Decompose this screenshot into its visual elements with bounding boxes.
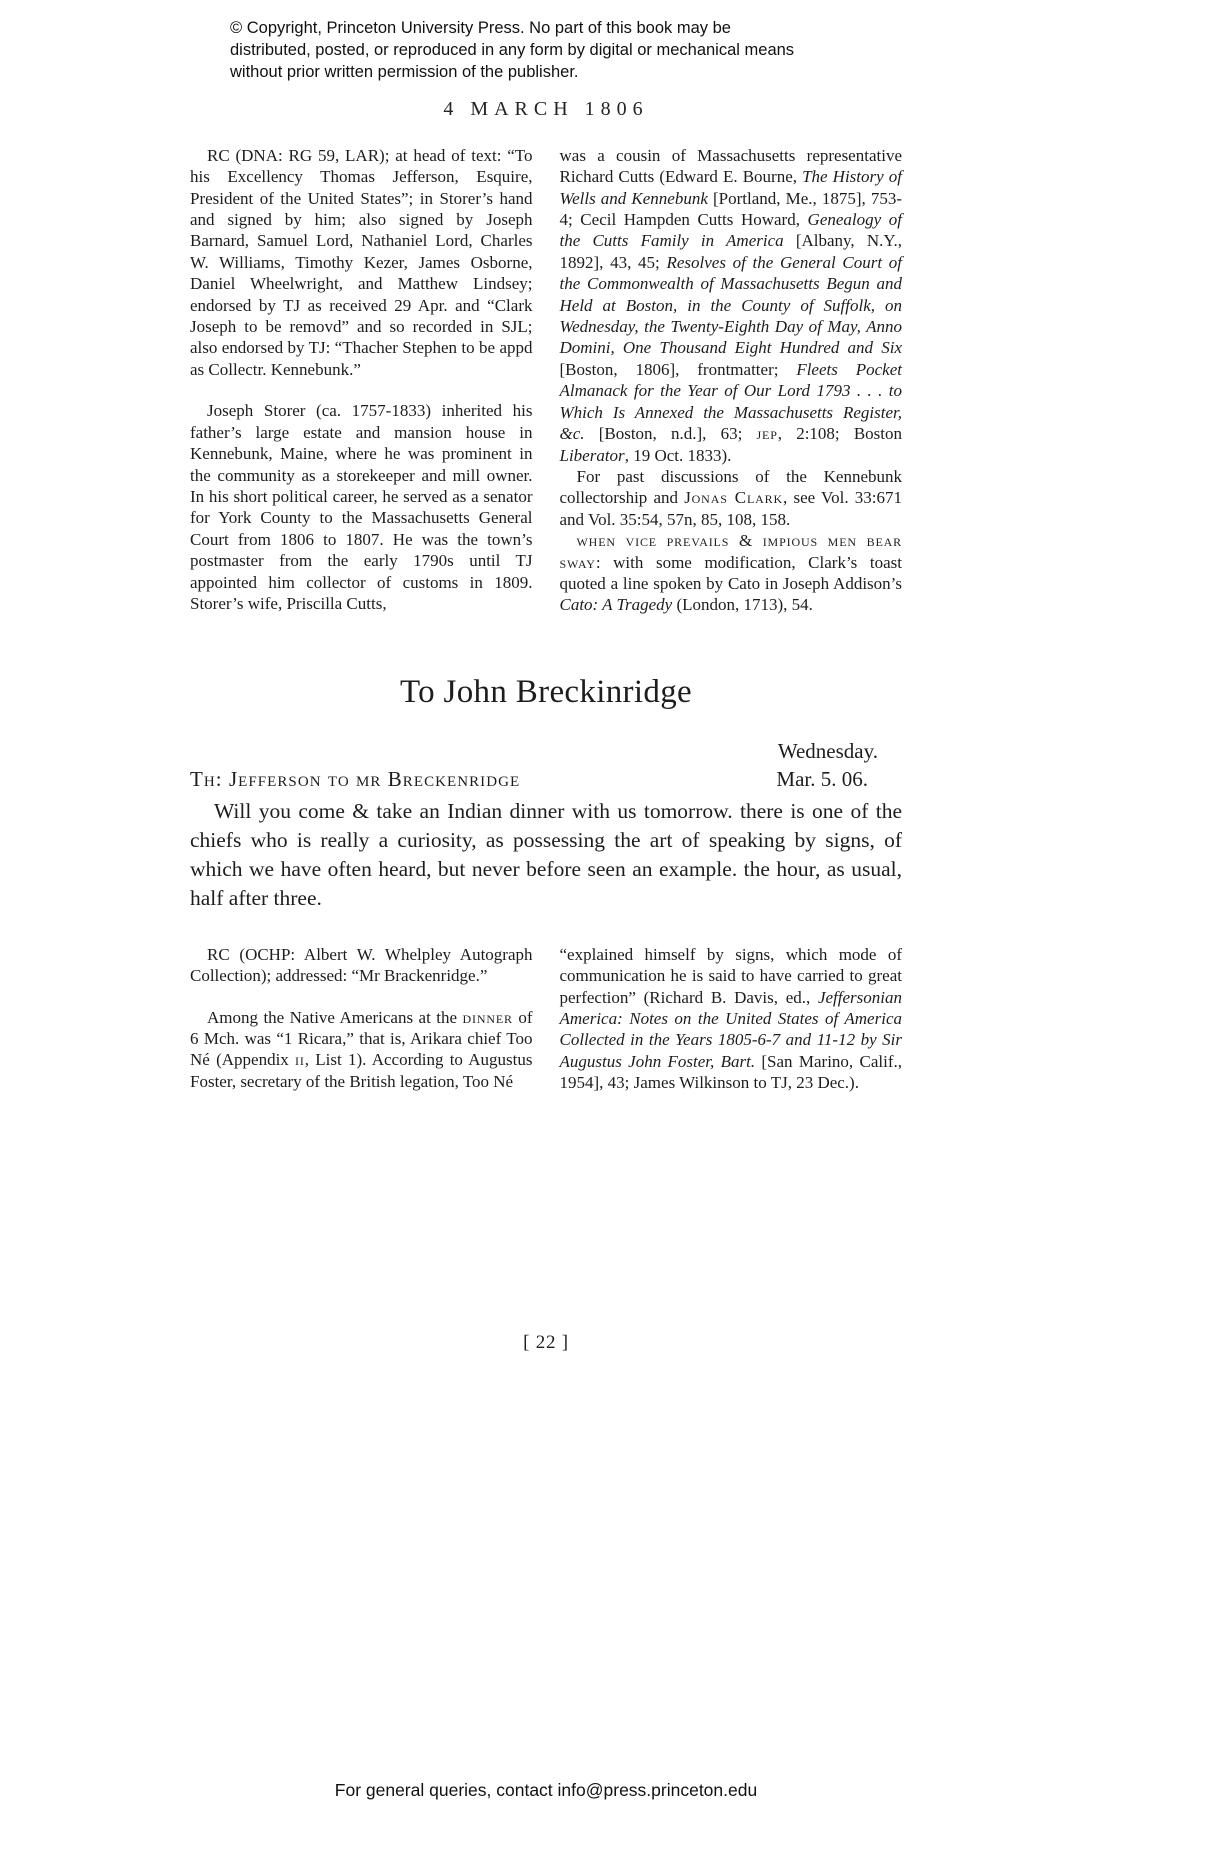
editorial-note-storer	[190, 145, 902, 616]
note1-left-column	[190, 145, 533, 616]
letter-date: Mar. 5. 06.	[776, 766, 868, 791]
note1-right-column	[560, 145, 903, 616]
note-paragraph-dinner: Among the Native Americans at the dinner of 6 Mch. was “1 Ricara,” that is, Arikara chief Too Né (Appendix ii, List 1). According to Augustus Foster, secretary of the British legation, Too Né	[190, 1007, 533, 1091]
page-number: [ 22 ]	[523, 1332, 569, 1353]
note-paragraph-provenance: RC (DNA: RG 59, LAR); at head of text: “To his Excellency Thomas Jefferson, Esquire, President of the United States”; in Storer’s hand and signed by him; also signed by Joseph Barnard, Samuel Lord, Nathaniel Lord, Charles W. Williams, Timothy Kezer, James Osborne, Daniel Wheelwright, and Matthew Lindsey; endorsed by TJ as received 29 Apr. and “Clark Joseph to be removd” and so recorded in SJL; also endorsed by TJ: “Thacher Stephen to be appd as Collectr. Kennebunk.”	[190, 145, 533, 379]
letter-salutation: Th: Jefferson to mr Breckenridge	[190, 766, 521, 791]
letter-body: Will you come & take an Indian dinner with us tomorrow. there is one of the chiefs who is really a curiosity, as possessing the art of speaking by signs, of which we have often heard, but never before seen an example. the hour, as usual, half after three.	[190, 798, 902, 911]
note-paragraph-cross-reference: For past discussions of the Kennebunk collectorship and Jonas Clark, see Vol. 33:671 and Vol. 35:54, 57n, 85, 108, 158.	[559, 466, 902, 529]
letter-title: To John Breckinridge	[399, 673, 693, 710]
note-paragraph-citations: was a cousin of Massachusetts representative Richard Cutts (Edward E. Bourne, The History of Wells and Kennebunk [Portland, Me., 1875], 753-4; Cecil Hampden Cutts Howard, Genealogy of the Cutts Family in America [Albany, N.Y., 1892], 43, 45; Resolves of the General Court of the Commonwealth of Massachusetts Begun and Held at Boston, in the County of Suffolk, on Wednesday, the Twenty-Eighth Day of May, Anno Domini, One Thousand Eight Hundred and Six [Boston, 1806], frontmatter; Fleets Pocket Almanack for the Year of Our Lord 1793 . . . to Which Is Annexed the Massachusetts Register, &c. [Boston, n.d.], 63; jep, 2:108; Boston Liberator, 19 Oct. 1833).	[559, 145, 902, 465]
running-head-date: 4 MARCH 1806	[443, 97, 649, 120]
copyright-notice: © Copyright, Princeton University Press. No part of this book may be distributed, posted, or reproduced in any form by digital or mechanical means without prior written permission of the publisher.	[230, 19, 795, 81]
footer-contact-line: For general queries, contact info@press.princeton.edu	[334, 1780, 758, 1800]
page-content	[190, 0, 902, 1094]
letter-salutation-row	[190, 767, 902, 792]
letter-dateline-day: Wednesday.	[777, 738, 878, 763]
note-paragraph-quotation: when vice prevails & impious men bear sway: with some modification, Clark’s toast quoted a line spoken by Cato in Joseph Addison’s Cato: A Tragedy (London, 1713), 54.	[559, 531, 902, 615]
editorial-note-breckinridge	[190, 944, 902, 1094]
note2-left-column	[190, 944, 533, 1094]
note-paragraph-biography: Joseph Storer (ca. 1757-1833) inherited his father’s large estate and mansion house in Kennebunk, Maine, where he was prominent in the community as a storekeeper and mill owner. In his short political career, he served as a senator for York County to the Massachusetts General Court from 1806 to 1807. He was the town’s postmaster from the early 1790s until TJ appointed him collector of customs in 1809. Storer’s wife, Priscilla Cutts,	[190, 401, 533, 613]
note-paragraph-foster-quote: “explained himself by signs, which mode of communication he is said to have carried to great perfection” (Richard B. Davis, ed., Jeffersonian America: Notes on the United States of America Collected in the Years 1805-6-7 and 11-12 by Sir Augustus John Foster, Bart. [San Marino, Calif., 1954], 43; James Wilkinson to TJ, 23 Dec.).	[559, 944, 902, 1093]
note2-right-column	[560, 944, 903, 1094]
note-paragraph-provenance: RC (OCHP: Albert W. Whelpley Autograph Collection); addressed: “Mr Brackenridge.”	[190, 944, 533, 986]
